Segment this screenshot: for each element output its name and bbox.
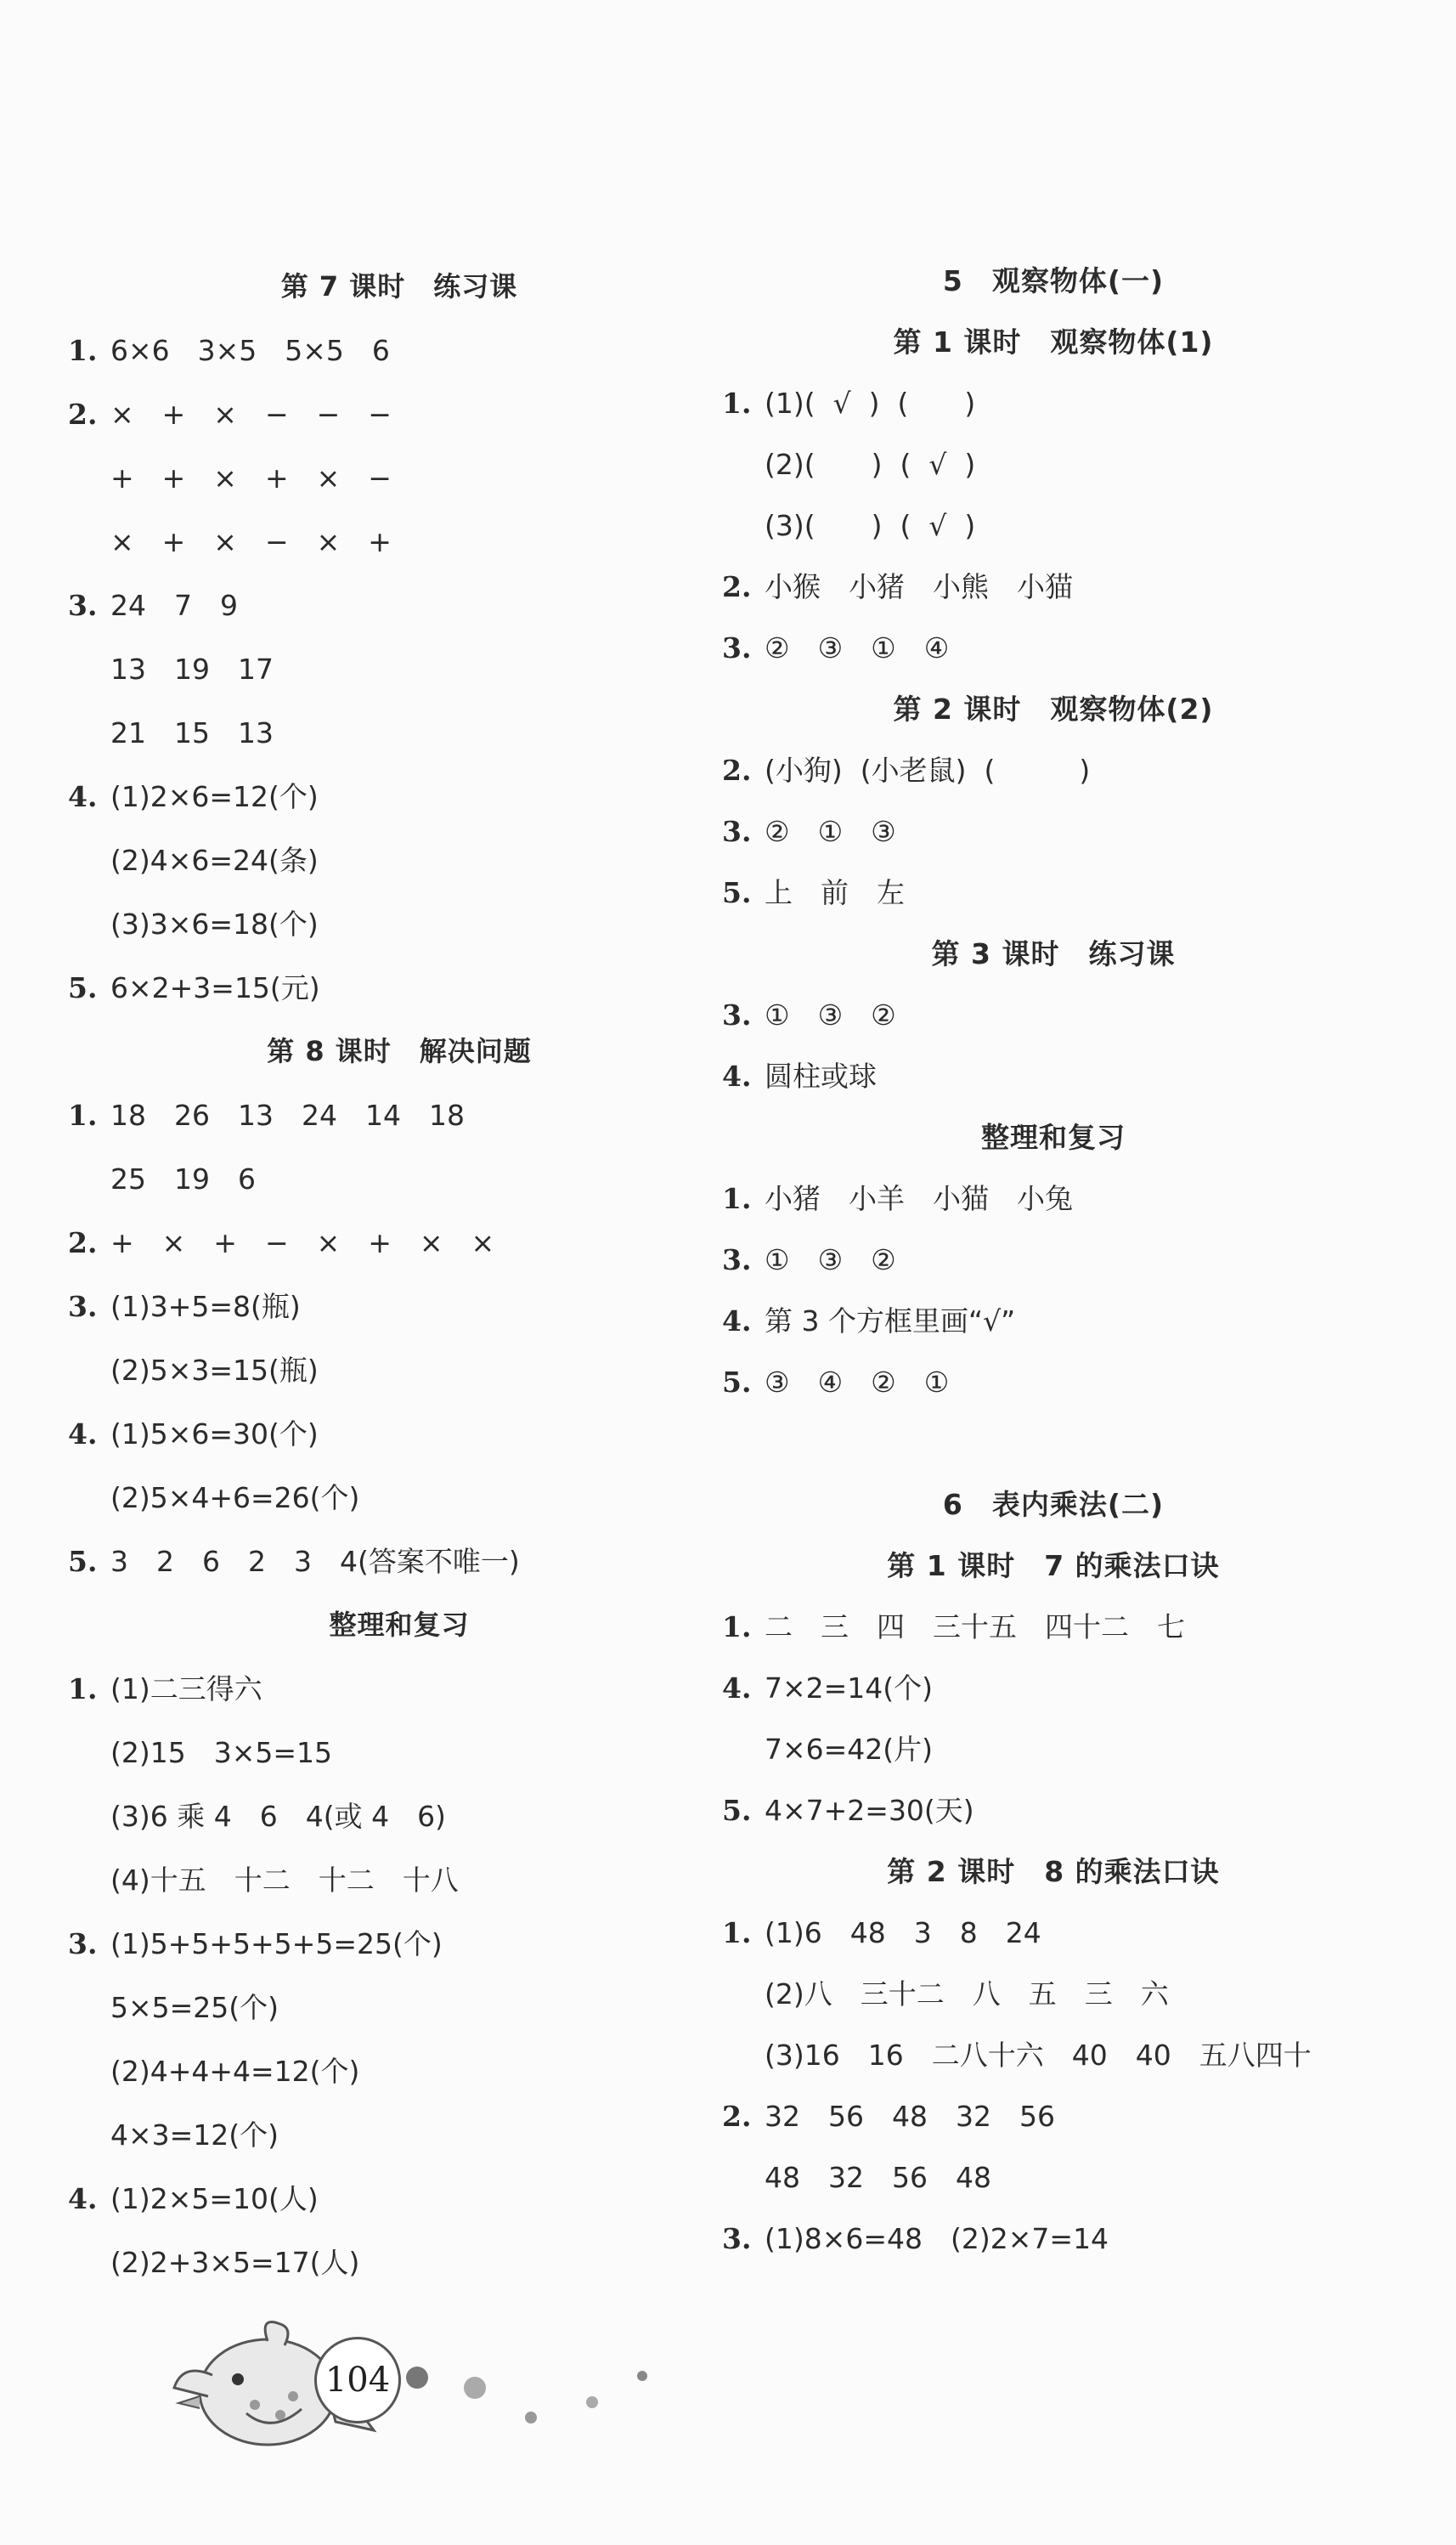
question-number: 3.	[68, 589, 98, 622]
decorative-dot	[637, 2371, 647, 2381]
answer-text: 6×2+3=15(元)	[110, 971, 320, 1004]
question-number: 4.	[722, 1304, 752, 1338]
answer-line	[722, 1352, 1385, 1413]
question-number: 3.	[722, 998, 752, 1032]
answer-text: (3)6 乘 4 6 4(或 4 6)	[110, 1800, 446, 1833]
answer-text: (4)十五 十二 十二 十八	[110, 1864, 459, 1897]
answer-list	[68, 1657, 731, 2294]
answer-line	[722, 373, 1385, 434]
question-number: 2.	[722, 754, 752, 787]
question-number: 2.	[68, 398, 98, 431]
question-number: 1.	[68, 334, 98, 367]
question-number: 1.	[722, 1182, 752, 1215]
answer-text: (2)4+4+4=12(个)	[110, 2055, 360, 2088]
question-number: 4.	[68, 2182, 98, 2215]
answer-text: 4×7+2=30(天)	[765, 1794, 974, 1827]
question-number: 1.	[68, 1099, 98, 1132]
answer-text: (2)5×3=15(瓶)	[110, 1354, 319, 1387]
answer-text: (1)6 48 3 8 24	[765, 1916, 1041, 1949]
answer-text: (2)15 3×5=15	[110, 1736, 333, 1769]
section-title: 第 1 课时 7 的乘法口诀	[887, 1549, 1220, 1582]
section-title: 第 2 课时 8 的乘法口诀	[887, 1855, 1220, 1888]
answer-text: 25 19 6	[110, 1162, 256, 1196]
section-title: 第 7 课时 练习课	[280, 270, 518, 303]
answer-text: (2)( ) ( √ )	[765, 448, 976, 481]
answer-line	[722, 1780, 1385, 1841]
question-number: 5.	[68, 1545, 98, 1578]
left-column	[68, 255, 731, 2294]
question-number: 5.	[722, 876, 752, 909]
question-number: 1.	[722, 387, 752, 420]
answer-line	[722, 1964, 1385, 2025]
answer-text: 5×5=25(个)	[110, 1991, 279, 2024]
answer-text: 小猴 小猪 小熊 小猫	[765, 570, 1073, 603]
decorative-dot	[525, 2412, 537, 2423]
answer-line	[68, 1657, 731, 1721]
answer-text: (1)5+5+5+5+5=25(个)	[110, 1927, 443, 1960]
question-number: 4.	[722, 1060, 752, 1093]
answer-line	[68, 382, 731, 446]
answer-text: 13 19 17	[110, 653, 274, 686]
answer-text: (3)3×6=18(个)	[110, 908, 319, 941]
answer-line	[722, 557, 1385, 618]
section-title: 第 1 课时 观察物体(1)	[893, 325, 1214, 359]
answer-line	[68, 1275, 731, 1338]
answer-line	[722, 2025, 1385, 2086]
answer-line	[68, 1912, 731, 1976]
answer-line	[68, 701, 731, 765]
answer-line	[722, 2147, 1385, 2208]
decorative-dot	[406, 2367, 428, 2389]
answer-text: 18 26 13 24 14 18	[110, 1099, 465, 1132]
answer-line	[722, 2086, 1385, 2147]
decorative-dot	[464, 2377, 486, 2399]
question-number: 5.	[68, 971, 98, 1004]
answer-text: (小狗) (小老鼠) ( )	[765, 754, 1091, 787]
answer-line	[68, 319, 731, 382]
answer-line	[68, 1083, 731, 1147]
answer-line	[68, 574, 731, 637]
answer-line	[68, 2231, 731, 2294]
answer-line	[68, 765, 731, 829]
answer-line	[68, 446, 731, 510]
question-number: 3.	[722, 815, 752, 848]
right-column	[722, 251, 1385, 2270]
answer-line	[722, 2208, 1385, 2270]
answer-text: 圆柱或球	[765, 1060, 877, 1093]
answer-line	[722, 801, 1385, 862]
question-number: 4.	[68, 780, 98, 813]
answer-text: + + × + × −	[110, 461, 392, 495]
answer-line	[68, 637, 731, 701]
answer-line	[68, 2167, 731, 2231]
answer-text: (1)2×5=10(人)	[110, 2182, 319, 2215]
answer-line	[722, 1719, 1385, 1780]
answer-line	[68, 1848, 731, 1912]
answer-text: 7×6=42(片)	[765, 1733, 934, 1766]
answer-line	[722, 985, 1385, 1046]
answer-text: 第 3 个方框里画“√”	[765, 1304, 1016, 1338]
answer-line	[68, 1402, 731, 1466]
answer-line	[722, 740, 1385, 801]
answer-text: (1)2×6=12(个)	[110, 780, 319, 813]
question-number: 5.	[722, 1366, 752, 1399]
answer-line	[68, 1976, 731, 2039]
answer-text: × + × − − −	[110, 398, 392, 431]
answer-list	[722, 1597, 1385, 1841]
answer-line	[68, 1147, 731, 1211]
answer-line	[68, 829, 731, 892]
answer-text: (1)3+5=8(瓶)	[110, 1290, 301, 1323]
answer-text: × + × − × +	[110, 525, 392, 558]
answer-text: 3 2 6 2 3 4(答案不唯一)	[110, 1545, 520, 1578]
answer-list	[722, 1903, 1385, 2270]
answer-line	[722, 434, 1385, 495]
answer-text: 小猪 小羊 小猫 小兔	[765, 1182, 1073, 1215]
answer-line	[722, 1046, 1385, 1107]
answer-line	[68, 1530, 731, 1593]
answer-line	[68, 956, 731, 1020]
answer-text: (1)二三得六	[110, 1672, 262, 1705]
answer-line	[722, 862, 1385, 924]
answer-line	[722, 1597, 1385, 1658]
section-title: 第 2 课时 观察物体(2)	[893, 693, 1214, 726]
spacer	[722, 1413, 1385, 1474]
answer-text: 二 三 四 三十五 四十二 七	[765, 1610, 1185, 1643]
section-title: 第 3 课时 练习课	[931, 937, 1176, 970]
answer-list	[722, 740, 1385, 924]
answer-text: + × + − × + × ×	[110, 1226, 495, 1259]
question-number: 3.	[722, 631, 752, 665]
answer-line	[722, 1230, 1385, 1291]
answer-text: 32 56 48 32 56	[765, 2100, 1055, 2133]
answer-text: 21 15 13	[110, 716, 274, 749]
question-number: 4.	[68, 1417, 98, 1451]
answer-line	[722, 1658, 1385, 1719]
question-number: 4.	[722, 1671, 752, 1705]
answer-line	[68, 2103, 731, 2167]
answer-text: 6×6 3×5 5×5 6	[110, 334, 390, 367]
answer-text: 48 32 56 48	[765, 2161, 991, 2194]
answer-text: (1)( √ ) ( )	[765, 387, 976, 420]
page-number: 104	[314, 2337, 401, 2423]
answer-list	[68, 319, 731, 1020]
question-number: 3.	[68, 1290, 98, 1323]
answer-list	[722, 985, 1385, 1107]
answer-text: (1)5×6=30(个)	[110, 1417, 319, 1451]
answer-text: 24 7 9	[110, 589, 238, 622]
question-number: 1.	[722, 1610, 752, 1643]
bird-decoration-icon	[166, 2311, 709, 2473]
answer-text: (2)4×6=24(条)	[110, 844, 319, 877]
question-number: 2.	[68, 1226, 98, 1259]
answer-text: (2)八 三十二 八 五 三 六	[765, 1977, 1169, 2011]
answer-line	[68, 1784, 731, 1848]
answer-list	[722, 1168, 1385, 1413]
answer-text: ① ③ ②	[765, 998, 896, 1032]
answer-line	[722, 1291, 1385, 1352]
answer-line	[68, 1466, 731, 1530]
question-number: 3.	[68, 1927, 98, 1960]
answer-text: (2)2+3×5=17(人)	[110, 2246, 360, 2279]
question-number: 2.	[722, 570, 752, 603]
answer-line	[722, 618, 1385, 679]
answer-text: (3)( ) ( √ )	[765, 509, 976, 542]
answer-line	[68, 2039, 731, 2103]
answer-line	[68, 510, 731, 574]
answer-text: ② ① ③	[765, 815, 896, 848]
question-number: 5.	[722, 1794, 752, 1827]
question-number: 1.	[722, 1916, 752, 1949]
answer-line	[68, 1211, 731, 1275]
answer-text: (1)8×6=48 (2)2×7=14	[765, 2222, 1109, 2255]
answer-text: 7×2=14(个)	[765, 1671, 934, 1705]
answer-text: 4×3=12(个)	[110, 2118, 279, 2152]
question-number: 3.	[722, 1243, 752, 1276]
question-number: 2.	[722, 2100, 752, 2133]
answer-text: ② ③ ① ④	[765, 631, 950, 665]
section-title: 整理和复习	[329, 1609, 470, 1641]
question-number: 3.	[722, 2222, 752, 2255]
answer-line	[722, 495, 1385, 557]
answer-line	[68, 892, 731, 956]
answer-text: ① ③ ②	[765, 1243, 896, 1276]
answer-line	[722, 1903, 1385, 1964]
answer-line	[722, 1168, 1385, 1230]
answer-list	[722, 373, 1385, 679]
answer-line	[68, 1721, 731, 1784]
question-number: 1.	[68, 1672, 98, 1705]
answer-line	[68, 1338, 731, 1402]
section-title: 第 8 课时 解决问题	[267, 1035, 532, 1067]
chapter-title: 5 观察物体(一)	[942, 264, 1165, 297]
chapter-title: 6 表内乘法(二)	[942, 1488, 1165, 1521]
answer-text: ③ ④ ② ①	[765, 1366, 950, 1399]
decorative-dot	[586, 2396, 598, 2408]
answer-text: (3)16 16 二八十六 40 40 五八四十	[765, 2039, 1312, 2072]
answer-text: (2)5×4+6=26(个)	[110, 1481, 360, 1514]
answer-text: 上 前 左	[765, 876, 905, 909]
answer-list	[68, 1083, 731, 1593]
section-title: 整理和复习	[981, 1121, 1126, 1154]
